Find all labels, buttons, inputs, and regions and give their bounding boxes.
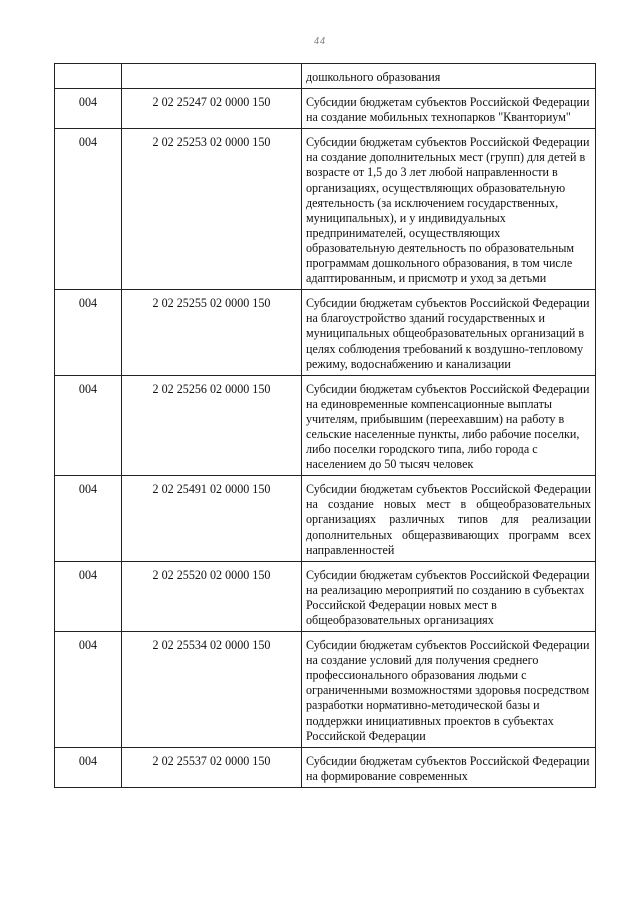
budget-code-cell: 2 02 25253 02 0000 150	[122, 129, 302, 290]
table-row	[55, 476, 596, 561]
admin-code-cell: 004	[55, 375, 122, 476]
table-row	[55, 632, 596, 748]
budget-code-cell: 2 02 25537 02 0000 150	[122, 747, 302, 787]
budget-code-cell	[122, 64, 302, 89]
admin-code-cell: 004	[55, 290, 122, 375]
revenue-name-cell: Субсидии бюджетам субъектов Российской Федерации на создание дополнительных мест (групп) для детей в возрасте от 1,5 до 3 лет любой направленности в организациях, осуществляющих образовательную деятельность (за исключением государственных, муниципальных), и у индивидуальных предпринимателей, осуществляющих образовательную деятельность по образовательным программам дошкольного образования, в том числе адаптированным, и присмотр и уход за детьми	[302, 129, 596, 290]
table-row	[55, 290, 596, 375]
revenue-name-cell: Субсидии бюджетам субъектов Российской Федерации на создание мобильных технопарков "Кванториум"	[302, 89, 596, 129]
admin-code-cell: 004	[55, 747, 122, 787]
budget-code-cell: 2 02 25256 02 0000 150	[122, 375, 302, 476]
budget-code-cell: 2 02 25520 02 0000 150	[122, 561, 302, 631]
admin-code-cell	[55, 64, 122, 89]
revenue-name-cell: Субсидии бюджетам субъектов Российской Федерации на благоустройство зданий государственных и муниципальных общеобразовательных организаций в целях соблюдения требований к воздушно-тепловому режиму, водоснабжению и канализации	[302, 290, 596, 375]
page-number: 44	[314, 36, 326, 47]
admin-code-cell: 004	[55, 632, 122, 748]
table-row	[55, 89, 596, 129]
revenue-name-cell: дошкольного образования	[302, 64, 596, 89]
admin-code-cell: 004	[55, 129, 122, 290]
admin-code-cell: 004	[55, 561, 122, 631]
budget-code-cell: 2 02 25247 02 0000 150	[122, 89, 302, 129]
admin-code-cell: 004	[55, 476, 122, 561]
revenue-name-cell: Субсидии бюджетам субъектов Российской Федерации на создание условий для получения среднего профессионального образования людьми с ограниченными возможностями здоровья посредством разработки нормативно-методической базы и поддержки инициативных проектов в субъектах Российской Федерации	[302, 632, 596, 748]
budget-code-cell: 2 02 25255 02 0000 150	[122, 290, 302, 375]
table-row	[55, 64, 596, 89]
revenue-name-cell: Субсидии бюджетам субъектов Российской Федерации на создание новых мест в общеобразовательных организациях различных типов для реализации дополнительных общеразвивающих программ всех направленностей	[302, 476, 596, 561]
revenue-name-cell: Субсидии бюджетам субъектов Российской Федерации на реализацию мероприятий по созданию в субъектах Российской Федерации новых мест в общеобразовательных организациях	[302, 561, 596, 631]
budget-code-cell: 2 02 25491 02 0000 150	[122, 476, 302, 561]
budget-code-cell: 2 02 25534 02 0000 150	[122, 632, 302, 748]
admin-code-cell: 004	[55, 89, 122, 129]
table-row	[55, 561, 596, 631]
revenue-name-cell: Субсидии бюджетам субъектов Российской Федерации на формирование современных	[302, 747, 596, 787]
table-row	[55, 129, 596, 290]
revenue-name-cell: Субсидии бюджетам субъектов Российской Федерации на единовременные компенсационные выплаты учителям, прибывшим (переехавшим) на работу в сельские населенные пункты, либо рабочие поселки, либо поселки городского типа, либо города с населением до 50 тысяч человек	[302, 375, 596, 476]
table-row	[55, 375, 596, 476]
table-row	[55, 747, 596, 787]
budget-revenue-table	[54, 63, 596, 788]
